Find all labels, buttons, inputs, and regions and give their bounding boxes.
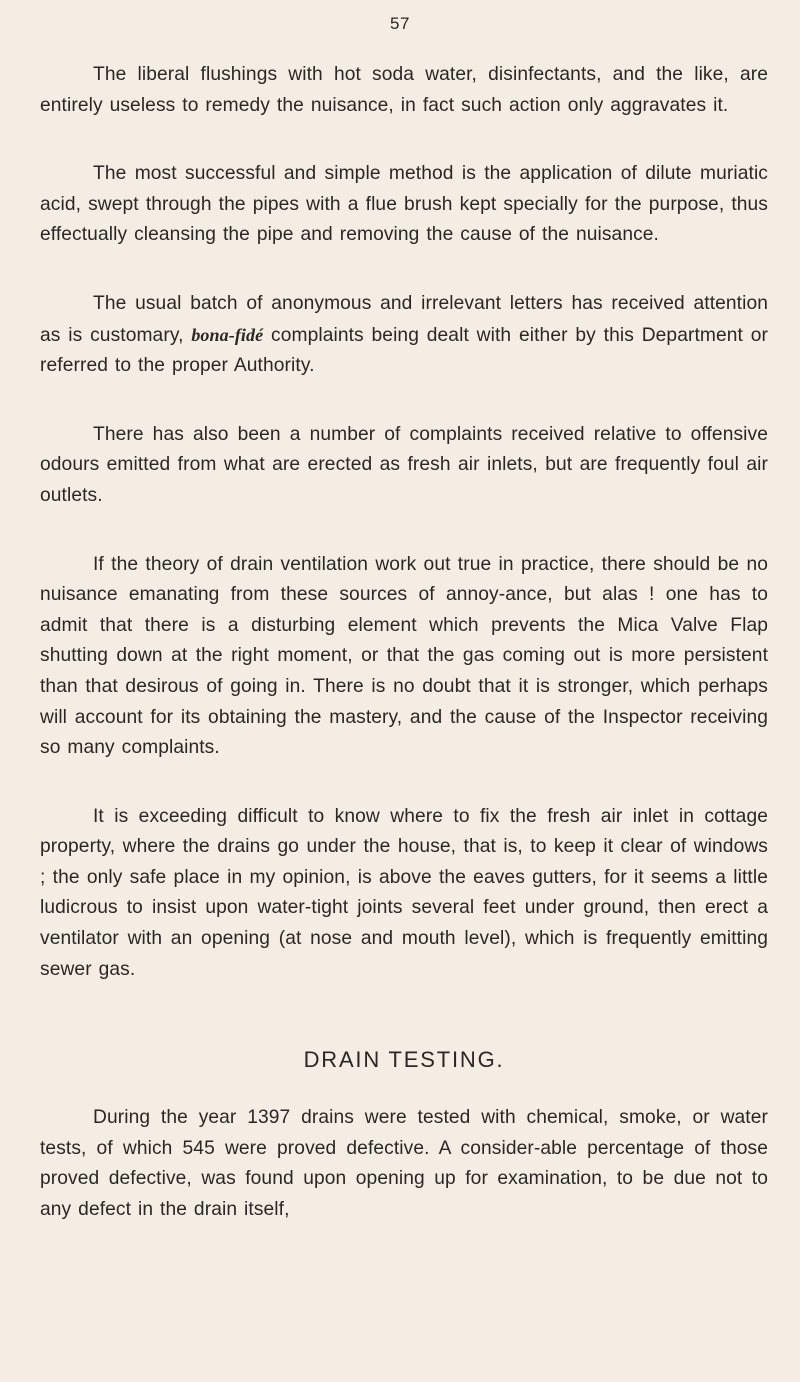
- page-body: [40, 60, 768, 1226]
- paragraph-offensive-odours: There has also been a number of complaints received relative to offensive odours emitted from what are erected as fresh air inlets, but are frequently foul air outlets.: [40, 423, 768, 506]
- paragraph-anonymous-letters: [40, 289, 768, 382]
- section-heading-drain-testing: DRAIN TESTING.: [303, 1047, 505, 1073]
- paragraph-fresh-air-inlet: It is exceeding difficult to know where to fix the fresh air inlet in cottage property, where the drains go under the house, that is, to keep it clear of windows ; the only safe place in my opinion, is above the eaves gutters, for it seems a little ludicrous to insist upon water-tight joints several feet under ground, then erect a ventilator with an opening (at nose and mouth level), which is frequently emitting sewer gas.: [40, 805, 768, 980]
- page-number: 57: [390, 14, 410, 33]
- paragraph-anonymous-letters-text-end: complaints being dealt with either by this Department or referred to the proper Authority.: [40, 324, 769, 377]
- paragraph-drain-testing: During the year 1397 drains were tested with chemical, smoke, or water tests, of which 545 were proved defective. A consider-able percentage of those proved defective, was found upon opening up for examination, to be due not to any defect in the drain itself,: [40, 1107, 768, 1221]
- bona-fide-italic: bona-fidé: [191, 324, 264, 345]
- paragraph-muriatic-acid: The most successful and simple method is the application of dilute muriatic acid, swept through the pipes with a flue brush kept specially for the purpose, thus effectually cleansing the pipe and removing the cause of the nuisance.: [40, 163, 768, 246]
- paragraph-flushings: The liberal flushings with hot soda water, disinfectants, and the like, are entirely useless to remedy the nuisance, in fact such action only aggravates it.: [40, 64, 768, 116]
- paragraph-anonymous-letters-text-start: The usual batch of anonymous and irrelevant letters has received attention as is customary,: [40, 292, 768, 346]
- paragraph-drain-ventilation: If the theory of drain ventilation work out true in practice, there should be no nuisance emanating from these sources of annoy-ance, but alas ! one has to admit that there is a disturbing element which prevents the Mica Valve Flap shutting down at the right moment, or that the gas coming out is more persistent than that desirous of going in. There is no doubt that it is stronger, which perhaps will account for its obtaining the mastery, and the cause of the Inspector receiving so many complaints.: [40, 553, 768, 759]
